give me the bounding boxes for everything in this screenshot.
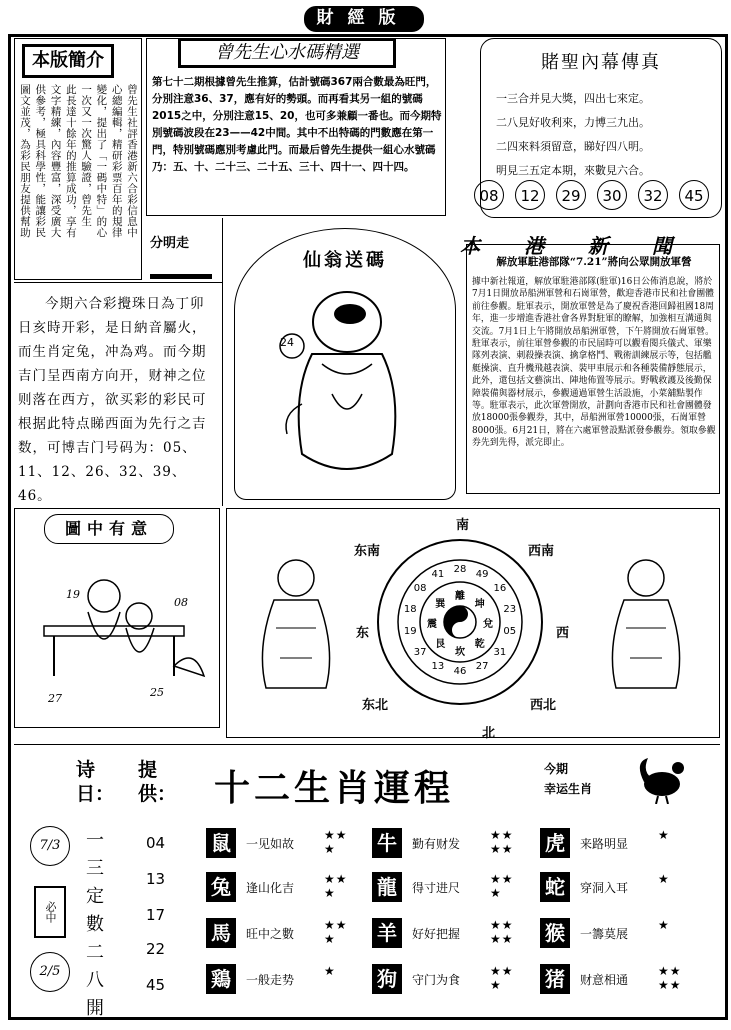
zodiac-stars: ★★ ★★ [658, 964, 682, 992]
poem-number: 17 [146, 906, 166, 924]
poem-provider: 提供： [138, 759, 177, 805]
gamble-ball: 12 [515, 180, 545, 210]
banner-text: 財經版 [316, 8, 410, 28]
badge-top: 7/3 [30, 826, 70, 866]
zodiac-sign: 猴 [540, 918, 570, 948]
ring-number: 49 [475, 569, 489, 581]
poem-text: 一三定數二八開 [83, 830, 104, 1026]
gamble-line: 明見三五定本期，來數見六合。 [496, 164, 650, 177]
trigram-label: 乾 [474, 638, 485, 650]
trigram-label: 艮 [435, 638, 446, 650]
ring-number: 27 [475, 660, 489, 672]
zodiac-stars: ★ [324, 964, 336, 978]
ring-number: 37 [413, 646, 427, 658]
ring-number: 08 [413, 583, 427, 595]
zodiac-sign: 猪 [540, 964, 570, 994]
gamble-ball: 30 [597, 180, 627, 210]
poem-provider-text: 提供 [138, 759, 158, 805]
zodiac-fortune: 好好把握 [412, 927, 461, 941]
ring-number: 31 [493, 646, 507, 658]
dir-se: 东南 [354, 544, 381, 559]
gamble-ball: 32 [638, 180, 668, 210]
zodiac-sub1: 今期 [544, 762, 569, 776]
zodiac-sign: 蛇 [540, 872, 570, 902]
zodiac-stars: ★ [658, 872, 670, 886]
zodiac-fortune: 得寸进尺 [412, 881, 461, 895]
trigram-label: 兌 [483, 619, 493, 630]
ring-number: 19 [403, 626, 417, 638]
zodiac-fortune: 逢山化吉 [246, 881, 295, 895]
zodiac-stars: ★★ ★★ [490, 918, 514, 946]
ring-number: 16 [493, 583, 507, 595]
zodiac-stars: ★★ ★ [490, 964, 514, 992]
intro-columns [18, 84, 138, 276]
intro-col: 變化，提出了「一碼中特」的心 [95, 84, 108, 238]
ring-number: 23 [503, 603, 517, 615]
dir-west: 西 [556, 626, 570, 641]
poem-number: 04 [146, 834, 166, 852]
intro-title: 本版簡介 [32, 50, 104, 71]
gamble-line: 二四來料須留意，睇好四八明。 [496, 140, 650, 153]
dir-north: 北 [482, 726, 496, 741]
fortune-text: 今期六合彩攪珠日為丁卯日亥時开彩，是日納音屬火，而生肖定兔，冲為鸡。而今期吉门呈西南方向开，财神之位则落在西方，欲买彩的彩民可根据此特点睇西面为先行之吉数，可博吉门号码为：05、11、12、26、32、39、46。 [18, 296, 207, 504]
gamble-line: 一三合并見大獎，四出七來定。 [496, 92, 650, 105]
picture-number: 27 [48, 692, 62, 705]
rooster-icon [634, 752, 698, 804]
fortune-label: 分明走 [150, 236, 190, 251]
header-banner [300, 4, 430, 32]
ring-number: 28 [453, 564, 467, 575]
gamble-ball: 45 [679, 180, 709, 210]
poem-title: 诗日： [76, 759, 115, 805]
gamble-ball: 29 [556, 180, 586, 210]
xianweng-number: 24 [280, 336, 294, 349]
picture-number: 25 [150, 686, 164, 699]
news-body: 據中新社報道，解放軍駐港部隊(駐軍)16日公佈消息說，將於7月1日開放昂船洲軍營和石崗軍營，歡迎香港市民和社會團體前往參觀。駐軍表示，開放軍營是為了慶祝香港回歸祖國18周年，進一步增進香港社會各界對駐軍的瞭解，加強相互溝通與交流。7月1日上午將開放昂船洲軍營，下午將開放石崗軍營。駐軍表示，前往軍營參觀的市民屆時可以觀看閱兵儀式、軍樂隊列表演、刺殺操表演、擒拿格鬥、戰術訓練展示等，包括艦艇操演、直升機飛越表演、裝甲車展示和各種裝備靜態展示，此外，還包括文藝演出、陣地佈置等展示。野戰救護及後勤保障裝備與器材展示，參觀通過軍營生活設施，小菜舖點製作等。駐軍表示，此次軍營開放，計劃向香港市民和社會團體發放18000張參觀券，其中，昂船洲軍營10000張，石崗軍營8000張。6月21日，將在六處軍營設點派發參觀券。領取參觀券先到先得，派完即止。 [472, 277, 716, 449]
zodiac-stars: ★★ ★ [324, 828, 348, 856]
intro-col: 供參考，極具科學性，能讓彩民 [34, 84, 47, 238]
zodiac-sign: 龍 [372, 872, 402, 902]
immortal-illustration [262, 274, 432, 494]
ring-number: 13 [431, 660, 445, 672]
dir-east: 东 [356, 626, 370, 641]
intro-col: 曾先生社評香港新六合彩信息中 [125, 84, 138, 238]
intro-col: 心總編輯，精研彩票百年的規律 [110, 84, 123, 238]
zodiac-fortune: 穿洞入耳 [580, 881, 629, 895]
zodiac-sign: 鼠 [206, 828, 236, 858]
zodiac-fortune: 财意相通 [580, 973, 629, 987]
zodiac-fortune: 一般走势 [246, 973, 295, 987]
ring-number: 46 [453, 666, 467, 677]
zodiac-sign: 兔 [206, 872, 236, 902]
zodiac-fortune: 勤有财发 [412, 837, 461, 851]
couple-illustration [24, 556, 214, 706]
boy-right-illustration [596, 548, 696, 698]
intro-col: 文字精練，內容豐富，深受廣大 [49, 84, 62, 238]
poem-number: 22 [146, 940, 166, 958]
zodiac-stars: ★★ ★★ [490, 828, 514, 856]
trigram-label: 離 [455, 591, 465, 602]
zodiac-sign: 羊 [372, 918, 402, 948]
zeng-body: 第七十二期根據曾先生推算，估計號碼367兩合數最為旺門，分別注意36、37，應有好的勢頭。而再看其另一組的號碼2015之中，分別注意15、20，也可多兼顧一番也。而今期特別號碼波段在23——42中間。其中不出特碼的門數應在第一門，特別號碼應別考慮此門。而最后曾先生提供一組心水號碼乃：五、十、二十三、二十五、三十、四十一、四十四。 [152, 76, 442, 173]
zodiac-sub2: 幸运生肖 [544, 782, 593, 796]
intro-col: 圖文並茂，為彩民朋友提供幫助 [19, 84, 31, 238]
news-subtitle: 解放軍駐港部隊“7.21”將向公眾開放軍營 [496, 256, 692, 268]
zodiac-stars: ★★ ★ [490, 872, 514, 900]
trigram-label: 坤 [474, 599, 485, 611]
zodiac-fortune: 一见如故 [246, 837, 295, 851]
zeng-title: 曾先生心水碼精選 [215, 42, 359, 63]
xianweng-title: 仙翁送碼 [303, 250, 387, 271]
gamble-ball: 08 [474, 180, 504, 210]
badge-middle: 必中 [34, 886, 66, 938]
zodiac-sign: 鶏 [206, 964, 236, 994]
badge-bottom: 2/5 [30, 952, 70, 992]
intro-col: 此長達十餘年的推算成功，享有 [64, 84, 77, 238]
picture-title: 圖中有意 [64, 519, 153, 538]
dir-nw: 西北 [530, 698, 557, 713]
zodiac-fortune: 旺中之數 [246, 927, 295, 941]
picture-number: 19 [66, 588, 80, 601]
zodiac-sign: 馬 [206, 918, 236, 948]
trigrams [376, 538, 544, 706]
ring-number: 41 [431, 569, 445, 581]
zodiac-stars: ★ [658, 828, 670, 842]
zodiac-stars: ★★ ★ [324, 918, 348, 946]
poem-title-text: 诗日 [76, 759, 96, 805]
intro-col: 一次又一次驚人驗證，曾先生 [80, 84, 93, 227]
zodiac-sign: 虎 [540, 828, 570, 858]
trigram-label: 坎 [455, 647, 465, 658]
news-title: 本港新聞 [460, 234, 716, 258]
trigram-label: 巽 [435, 599, 446, 611]
zodiac-stars: ★★ ★ [324, 872, 348, 900]
dir-south: 南 [456, 518, 470, 533]
fortune-brush [150, 256, 212, 279]
zodiac-sign: 牛 [372, 828, 402, 858]
dir-ne: 东北 [362, 698, 389, 713]
fortune-divider [14, 282, 222, 283]
zodiac-stars: ★ [658, 918, 670, 932]
zodiac-title: 十二生肖運程 [214, 768, 455, 809]
zodiac-fortune: 守门为食 [412, 973, 461, 987]
picture-number: 08 [174, 596, 188, 609]
poem-number: 13 [146, 870, 166, 888]
boy-left-illustration [246, 548, 342, 698]
fortune-column-divider [222, 218, 223, 506]
bottom-divider [14, 744, 720, 745]
gamble-title: 賭聖內幕傳真 [541, 52, 661, 73]
gamble-line: 二八見好收利來，力博三九出。 [496, 116, 650, 129]
ring-number: 05 [503, 626, 517, 638]
dir-sw: 西南 [528, 544, 555, 559]
poem-number: 45 [146, 976, 166, 994]
trigram-label: 震 [427, 619, 437, 630]
ring-number: 18 [403, 603, 417, 615]
zodiac-fortune: 来路明显 [580, 837, 629, 851]
gamble-lines [496, 90, 714, 186]
zodiac-sign: 狗 [372, 964, 402, 994]
zodiac-fortune: 一籌莫展 [580, 927, 629, 941]
